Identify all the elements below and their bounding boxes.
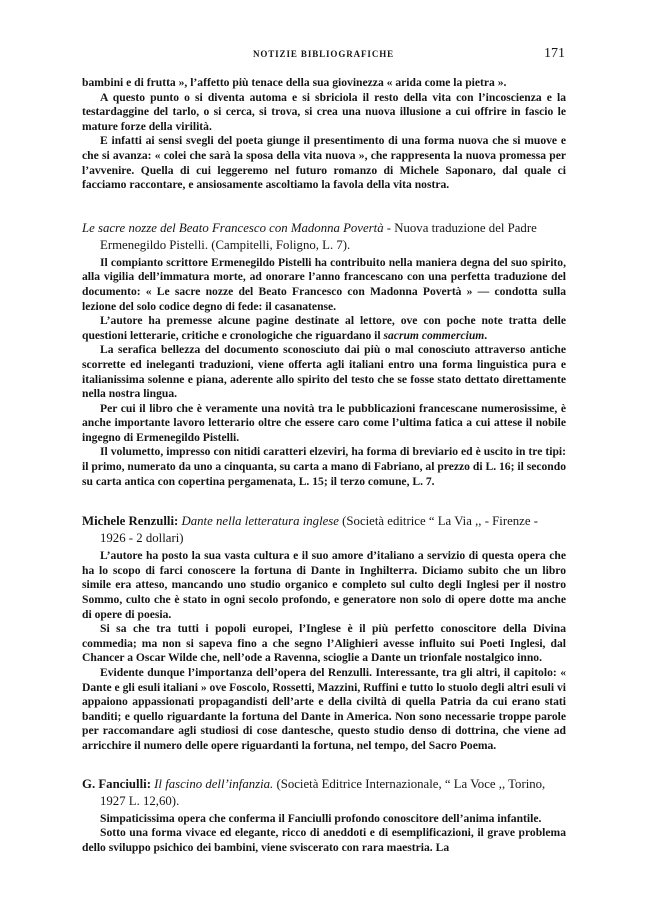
paragraph: Il volumetto, impresso con nitidi caratteri elzeviri, ha forma di breviario ed è uscito in tre tipi: il primo, numerato da uno a cinquanta, su carta a mano di Fabriano, al prezzo di L. 16; il secondo su carta antica con copertina pergamenata, L. 15; il terzo comune, L. 7. [82,445,566,488]
paragraph: Per cui il libro che è veramente una novità tra le pubblicazioni francescane numerosissime, è anche importante lavoro letterario oltre che essere caro come l’ultima fatica a cui attese il nobile ingegno di Ermenegildo Pistelli. [82,401,566,444]
paragraph: Evidente dunque l’importanza dell’opera del Renzulli. Interessante, tra gli altri, il capitolo: « Dante e gli esuli italiani » ove Foscolo, Rossetti, Mazzini, Ruffini e tutto lo stuolo degli altri esuli vi appaiono appassionati propagandisti dell’arte e della civiltà di quella Patria da cui erano stati banditi; e quello riguardante la fortuna del Dante in America. Non sono necessarie troppe parole per raccomandare agli studiosi di cose dantesche, questo studio denso di dottrina, che viene ad arricchire il numero delle opere riguardanti la fortuna, nel tempo, del Sacro Poema. [82,666,567,752]
book-details: (Società editrice “ La Via ,, - Firenze - 1926 - 2 dollari) [100,514,539,546]
paragraph: La serafica bellezza del documento sconosciuto dai più o mal conosciuto attraverso antiche scorrette ed ineleganti traduzioni, viene offerta agli italiani entro una forma linguistica pura e italianissima solenne e piana, aderente allo spirito del testo che se fosse stato dettato direttamente nella nostra lingua. [82,343,566,401]
book-details: (Società Editrice Internazionale, “ La Voce ,, Torino, 1927 L. 12,60). [100,776,546,808]
paragraph: Sotto una forma vivace ed elegante, ricco di aneddoti e di esemplificazioni, il grave problema dello sviluppo psichico dei bambini, viene sviscerato con rara maestria. La [82,826,566,854]
author-name: Michele Renzulli: [82,514,179,529]
paragraph: Si sa che tra tutti i popoli europei, l’Inglese è il più perfetto conoscitore della Divina commedia; ma non si sapeva fino a che segno l’Alighieri avesse influito sui Poeti Inglesi, dal Chancer a Oscar Wilde che, nell’ode a Ravenna, scioglie a Dante un trionfale nostalgico inno. [82,622,566,665]
paragraph: Simpaticissima opera che conferma il Fanciulli profondo conoscitore dell’anima infantile. [100,811,542,825]
review-heading [82,220,566,254]
paragraph: L’autore ha premesse alcune pagine destinate al lettore, ove con poche note tratta delle questioni letterarie, critiche e cronologiche che riguardano il sacrum commercium. [82,314,566,342]
paragraph: L’autore ha posto la sua vasta cultura e il suo amore d’italiano a servizio di questa opera che ha lo scopo di farci conoscere la fortuna di Dante in Inghilterra. Diciamo subito che un libro simile era atteso, mancando uno studio organico e completo sul culto degli Inglesi per il nostro Sommo, culto che è stato in ogni secolo profondo, e generatore non solo di opere dotte ma anche di opere di poesia. [82,549,566,621]
paragraph: E infatti ai sensi svegli del poeta giunge il presentimento di una forma nuova che si muove e che si avanza: « colei che sarà la sposa della vita nuova », che rappresenta la nuova promessa per l’avvenire. Quella di cui leggeremo nel futuro romanzo di Michele Saponaro, dal quale ci facciamo raccontare, e ansiosamente ascoltiamo la favola della vita nostra. [82,134,566,192]
paragraph: Il compianto scrittore Ermenegildo Pistelli ha contribuito nella maniera degna del suo spirito, alla vigilia dell’immatura morte, ad onorare l’anno francescano con una perfetta traduzione del documento: « Le sacre nozze del Beato Francesco con Madonna Povertà » — condotta sulla lezione del solo codice degno di fede: il casanatense. [82,255,566,313]
latin-term: sacrum commercium [383,328,485,342]
book-title: Dante nella letteratura inglese [181,514,339,529]
book-details: - Nuova traduzione del Padre Ermenegildo Pistelli. (Campitelli, Foligno, L. 7). [100,220,537,252]
review-heading [82,776,566,810]
page-body [82,76,566,855]
running-head: NOTIZIE BIBLIOGRAFICHE [252,49,395,59]
review-heading [82,513,566,547]
page-number: 171 [544,46,565,61]
paragraph: bambini e di frutta », l’affetto più tenace della sua giovinezza « arida come la pietra ». [82,76,507,89]
paragraph: A questo punto o si diventa automa e si sbriciola il resto della vita con l’incoscienza e la testardaggine del tarlo, o si cerca, si trova, si crea una nuova illusione a cui offrire in fascio le mature forze della virilità. [82,90,566,133]
author-name: G. Fanciulli: [82,776,151,791]
page-header [82,46,565,64]
book-title: Il fascino dell’infanzia. [154,776,274,791]
book-title: Le sacre nozze del Beato Francesco con Madonna Povertà [82,220,384,235]
